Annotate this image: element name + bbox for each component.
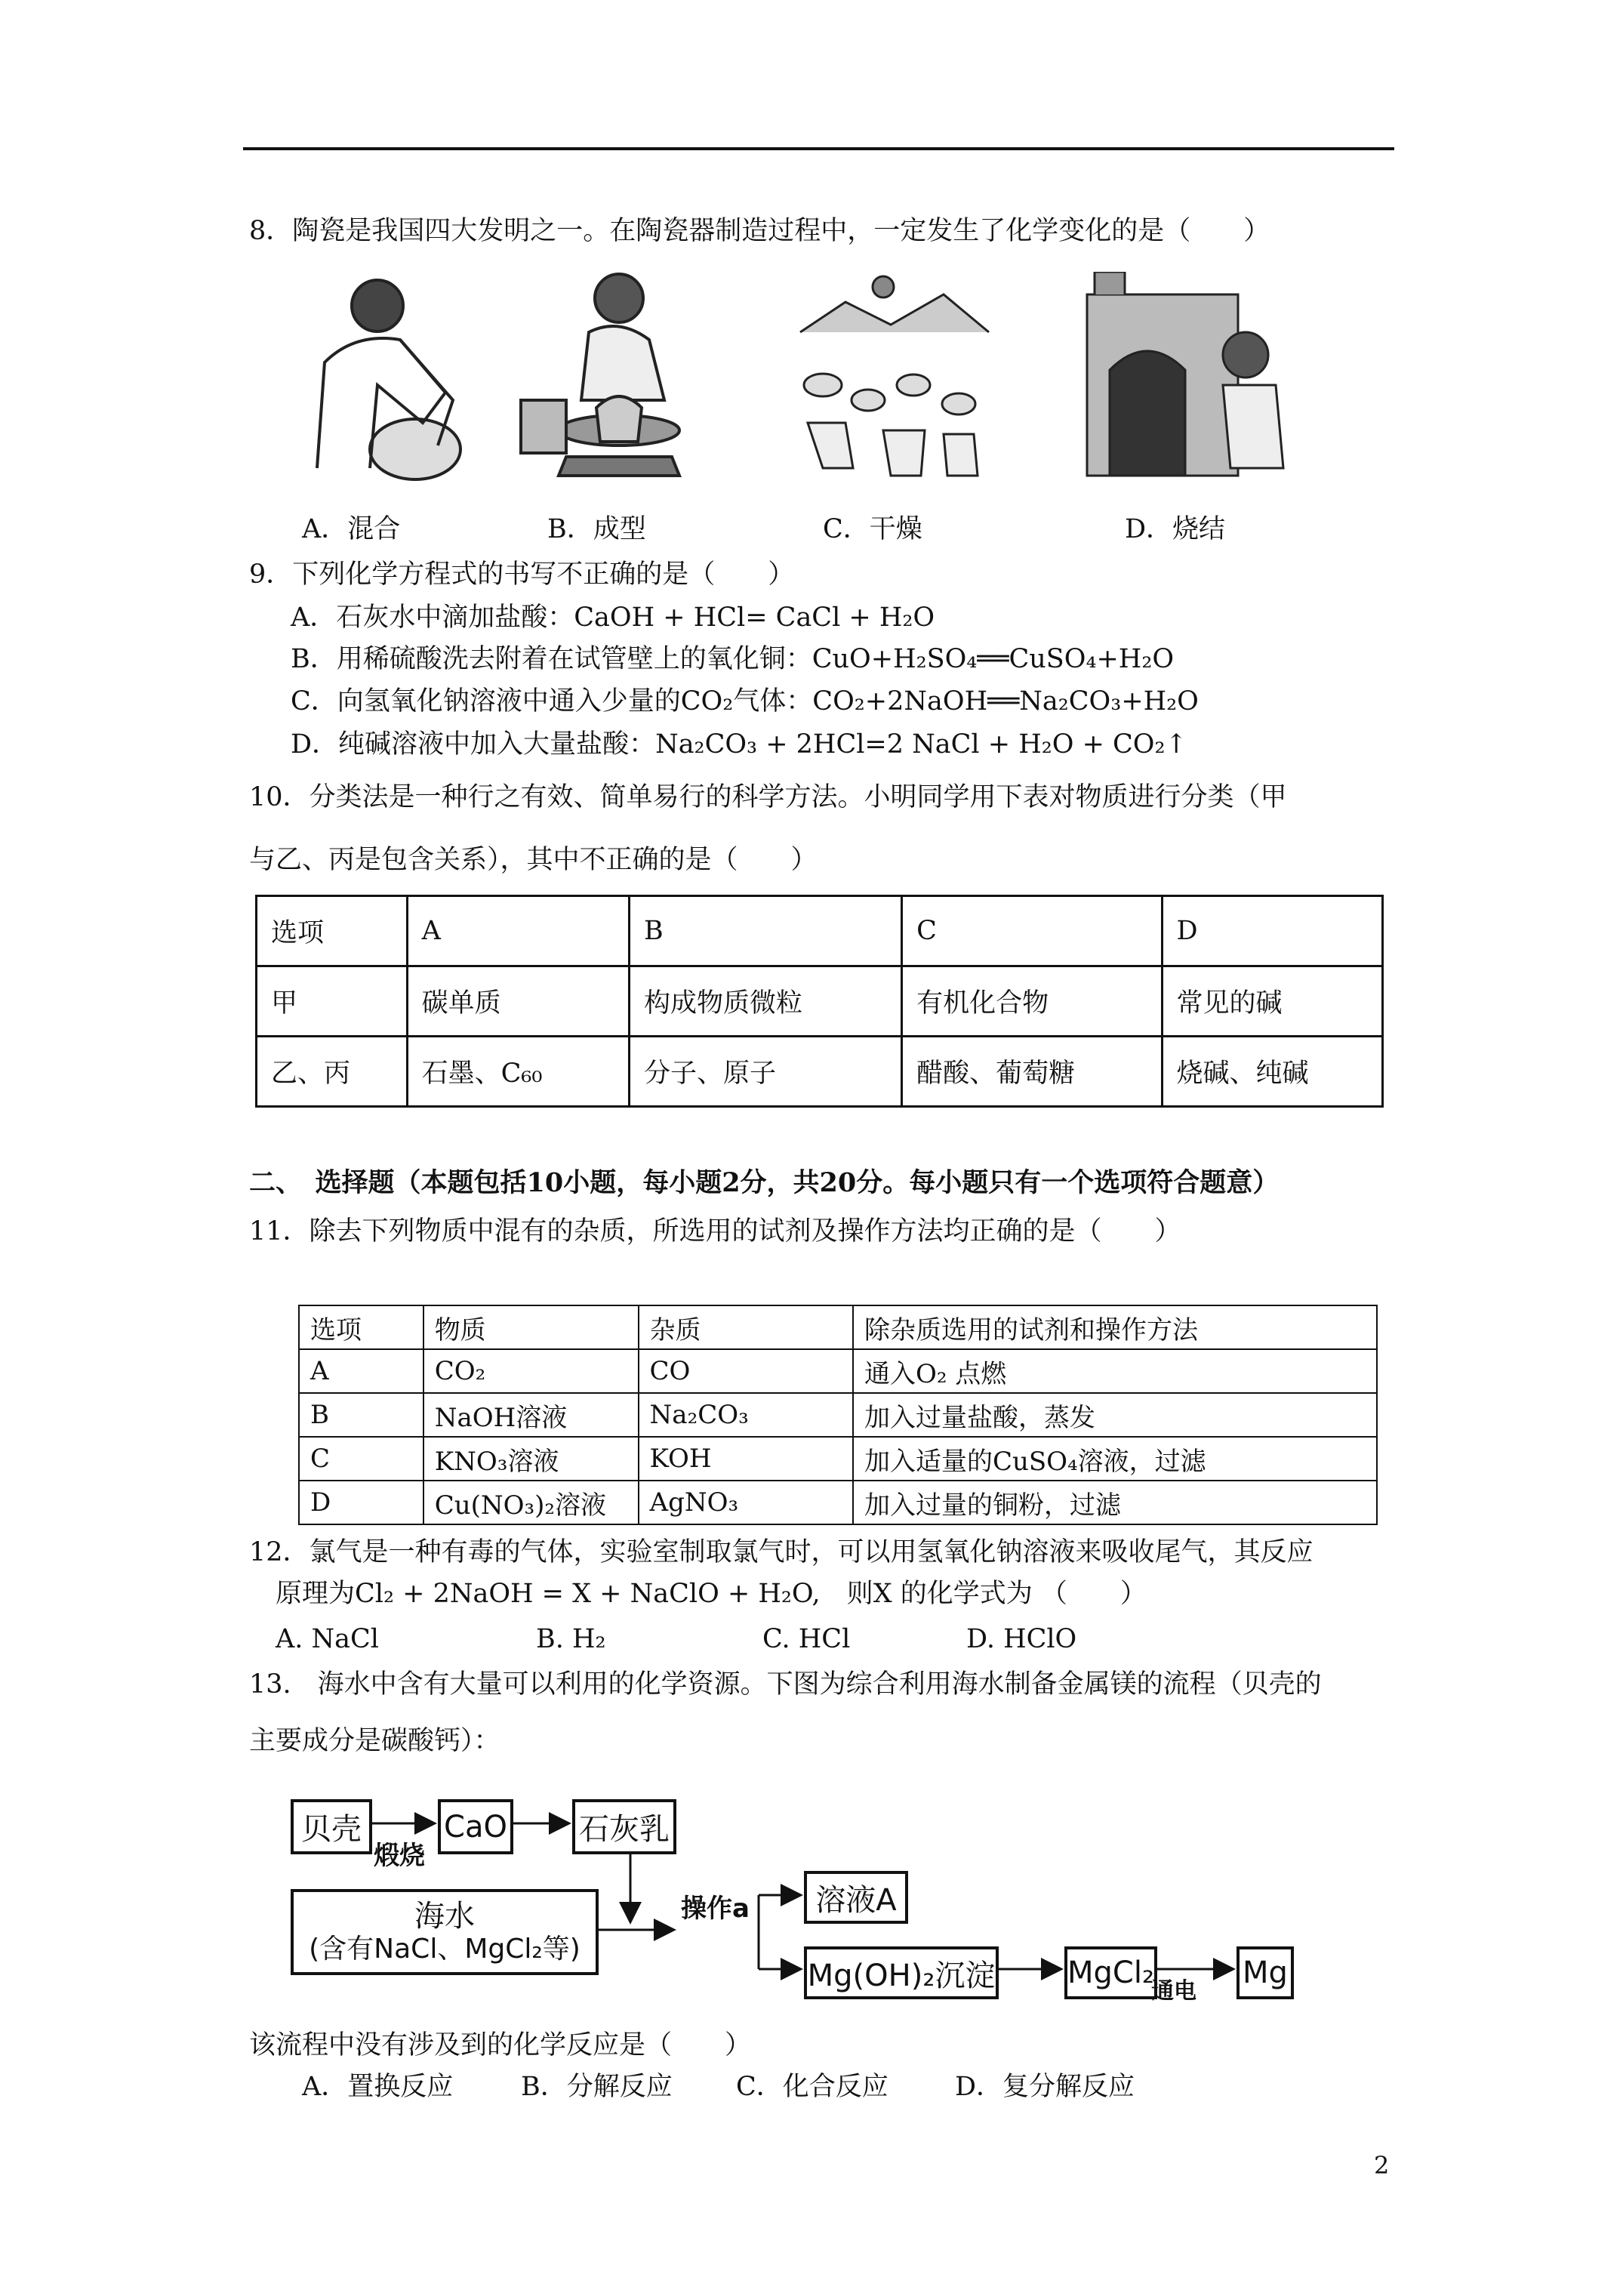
q13-option-c: C．化合反应 xyxy=(736,2072,888,2102)
q11-stem: 11．除去下列物质中混有的杂质，所选用的试剂及操作方法均正确的是（ ） xyxy=(249,1216,1181,1247)
table-cell: NaOH溶液 xyxy=(423,1393,639,1437)
flow-box-precipitate: Mg(OH)₂沉淀 xyxy=(804,1946,999,1999)
q12-option-b: B. H₂ xyxy=(536,1624,606,1654)
section-2-title: 二、 选择题（本题包括10小题，每小题2分，共20分。每小题只有一个选项符合题意） xyxy=(249,1167,1280,1198)
q12-option-a: A. NaCl xyxy=(276,1624,379,1654)
q13-option-d: D．复分解反应 xyxy=(955,2072,1135,2102)
table-cell: 常见的碱 xyxy=(1162,966,1382,1037)
q10-stem-line1: 10．分类法是一种行之有效、简单易行的科学方法。小明同学用下表对物质进行分类（甲 xyxy=(249,782,1287,812)
table-cell: 分子、原子 xyxy=(629,1037,901,1107)
q9-option-b: B．用稀硫酸洗去附着在试管壁上的氧化铜：CuO+H₂SO₄══CuSO₄+H₂O xyxy=(291,644,1175,674)
table-cell: CO xyxy=(639,1349,853,1393)
q12-option-c: C. HCl xyxy=(762,1624,851,1654)
table-cell: Cu(NO₃)₂溶液 xyxy=(423,1481,639,1524)
q13-stem-line1: 13. 海水中含有大量可以利用的化学资源。下图为综合利用海水制备金属镁的流程（贝壳的 xyxy=(249,1669,1322,1700)
flow-box-cao: CaO xyxy=(438,1799,513,1854)
q13-stem-line2: 主要成分是碳酸钙）： xyxy=(249,1726,500,1756)
seawater-contents: (含有NaCl、MgCl₂等) xyxy=(309,1934,581,1965)
q12-option-d: D. HClO xyxy=(966,1624,1077,1654)
table-cell: 有机化合物 xyxy=(902,966,1162,1037)
q13-option-a: A．置换反应 xyxy=(302,2072,454,2102)
table-cell: 加入适量的CuSO₄溶液，过滤 xyxy=(853,1437,1377,1481)
table-cell: 加入过量的铜粉，过滤 xyxy=(853,1481,1377,1524)
q13-question: 该流程中没有涉及到的化学反应是（ ） xyxy=(249,2030,752,2060)
flow-box-mgcl2: MgCl₂ xyxy=(1064,1946,1157,1999)
q12-stem-line2: 原理为Cl₂ + 2NaOH = X + NaClO + H₂O, 则X 的化学式为 （ ） xyxy=(276,1579,1147,1609)
table-cell: B xyxy=(629,896,901,966)
table-cell: A xyxy=(407,896,629,966)
table-cell: 构成物质微粒 xyxy=(629,966,901,1037)
table-cell: 选项 xyxy=(299,1305,423,1349)
table-cell: 物质 xyxy=(423,1305,639,1349)
table-cell: D xyxy=(1162,896,1382,966)
q13-option-b: B．分解反应 xyxy=(521,2072,673,2102)
q10-stem-line2: 与乙、丙是包含关系），其中不正确的是（ ） xyxy=(249,845,818,875)
flow-box-mg: Mg xyxy=(1236,1946,1294,1999)
q9-option-d: D．纯碱溶液中加入大量盐酸：Na₂CO₃ + 2HCl=2 NaCl + H₂O + CO₂↑ xyxy=(291,729,1187,760)
q9-stem: 9．下列化学方程式的书写不正确的是（ ） xyxy=(249,559,795,590)
table-cell: 通入O₂ 点燃 xyxy=(853,1349,1377,1393)
flow-label-calcine: 煅烧 xyxy=(374,1841,425,1871)
table-cell: 烧碱、纯碱 xyxy=(1162,1037,1382,1107)
q9-option-c: C．向氢氧化钠溶液中通入少量的CO₂气体：CO₂+2NaOH══Na₂CO₃+H₂O xyxy=(291,686,1199,717)
seawater-label: 海水 xyxy=(414,1899,475,1934)
q12-stem-line1: 12．氯气是一种有毒的气体，实验室制取氯气时，可以用氢氧化钠溶液来吸收尾气，其反应 xyxy=(249,1537,1313,1567)
flow-label-operation-a: 操作a xyxy=(681,1894,750,1924)
table-cell: CO₂ xyxy=(423,1349,639,1393)
table-cell: 除杂质选用的试剂和操作方法 xyxy=(853,1305,1377,1349)
table-cell: KOH xyxy=(639,1437,853,1481)
q9-option-a: A．石灰水中滴加盐酸：CaOH + HCl= CaCl + H₂O xyxy=(291,603,935,633)
flow-box-shell: 贝壳 xyxy=(291,1799,372,1854)
flow-box-lime-milk: 石灰乳 xyxy=(572,1799,676,1854)
table-cell: Na₂CO₃ xyxy=(639,1393,853,1437)
table-cell: 碳单质 xyxy=(407,966,629,1037)
table-cell: C xyxy=(902,896,1162,966)
table-cell: A xyxy=(299,1349,423,1393)
table-cell: D xyxy=(299,1481,423,1524)
table-cell: AgNO₃ xyxy=(639,1481,853,1524)
table-cell: 选项 xyxy=(257,896,408,966)
table-cell: C xyxy=(299,1437,423,1481)
table-cell: 甲 xyxy=(257,966,408,1037)
table-cell: 加入过量盐酸，蒸发 xyxy=(853,1393,1377,1437)
q8-option-d: D．烧结 xyxy=(1125,514,1226,544)
q8-option-a: A．混合 xyxy=(302,514,401,544)
flow-label-electrolysis: 通电 xyxy=(1151,1978,1196,2005)
flow-box-solution-a: 溶液A xyxy=(804,1871,908,1924)
table-cell: 石墨、C₆₀ xyxy=(407,1037,629,1107)
q8-stem: 8．陶瓷是我国四大发明之一。在陶瓷器制造过程中，一定发生了化学变化的是（ ） xyxy=(249,216,1270,246)
page-number: 2 xyxy=(1374,2151,1390,2180)
table-cell: 乙、丙 xyxy=(257,1037,408,1107)
q8-option-c: C．干燥 xyxy=(823,514,922,544)
table-cell: KNO₃溶液 xyxy=(423,1437,639,1481)
table-cell: 杂质 xyxy=(639,1305,853,1349)
table-cell: 醋酸、葡萄糖 xyxy=(902,1037,1162,1107)
q8-option-b: B．成型 xyxy=(547,514,646,544)
table-cell: B xyxy=(299,1393,423,1437)
